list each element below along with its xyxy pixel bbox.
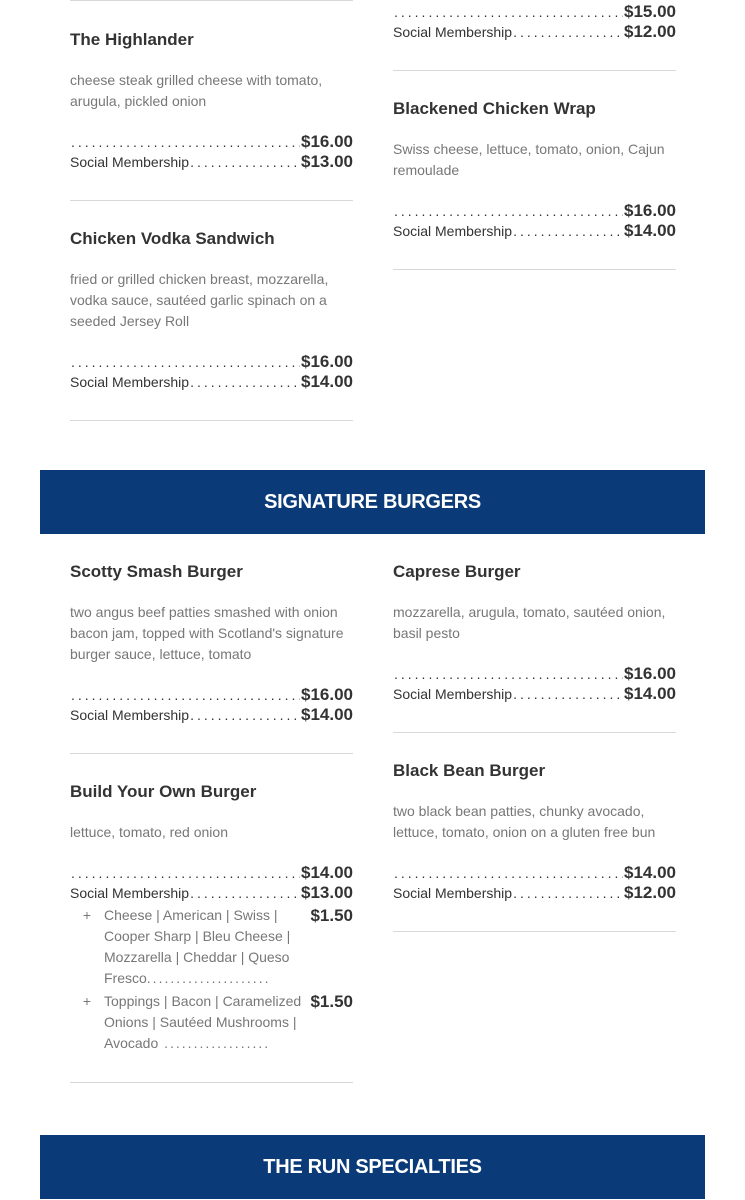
item-price: $16.00 xyxy=(301,685,353,704)
menu-column-left-burgers xyxy=(70,534,353,1083)
menu-item xyxy=(70,534,353,754)
member-price: $12.00 xyxy=(624,883,676,902)
item-description: two black bean patties, chunky avocado, lettuce, tomato, onion on a gluten free bun xyxy=(393,803,656,840)
member-price: $13.00 xyxy=(301,883,353,902)
item-name: Chicken Vodka Sandwich xyxy=(70,229,275,248)
addon-row xyxy=(70,991,353,1054)
member-price-row xyxy=(70,152,353,172)
menu-item xyxy=(393,733,676,932)
item-name: Build Your Own Burger xyxy=(70,782,257,801)
leader-dots xyxy=(513,684,623,704)
item-name: The Highlander xyxy=(70,30,194,49)
item-price: $16.00 xyxy=(301,352,353,371)
member-price-row xyxy=(70,705,353,725)
member-price-row xyxy=(393,883,676,903)
leader-dots xyxy=(71,685,300,705)
price-row xyxy=(70,352,353,372)
addon-price: $1.50 xyxy=(310,906,353,925)
leader-dots xyxy=(71,352,300,372)
price-row xyxy=(70,132,353,152)
addon-text: Toppings | Bacon | Caramelized Onions | Sautéed Mushrooms | Avocado .................. xyxy=(104,993,302,1051)
menu-item xyxy=(70,201,353,421)
member-label: Social Membership xyxy=(393,686,513,702)
item-description: fried or grilled chicken breast, mozzarella, vodka sauce, sautéed garlic spinach on a seeded Jersey Roll xyxy=(70,271,329,329)
member-label: Social Membership xyxy=(393,223,513,239)
member-price-row xyxy=(70,883,353,903)
menu-column-left-top xyxy=(70,0,353,421)
menu-item xyxy=(393,534,676,733)
plus-icon: + xyxy=(82,993,92,1009)
menu-item-partial xyxy=(393,2,676,71)
item-price: $16.00 xyxy=(624,664,676,683)
plus-icon: + xyxy=(82,907,92,923)
item-name: Black Bean Burger xyxy=(393,761,546,780)
menu-item xyxy=(393,71,676,270)
member-price: $14.00 xyxy=(624,221,676,240)
section-banner-run-specialties: THE RUN SPECIALTIES xyxy=(40,1135,705,1199)
member-price-row xyxy=(393,684,676,704)
leader-dots xyxy=(394,201,623,221)
menu-column-right-burgers xyxy=(393,534,676,932)
member-label: Social Membership xyxy=(70,374,190,390)
member-price-row xyxy=(70,372,353,392)
leader-dots xyxy=(394,2,623,22)
menu-item xyxy=(70,0,353,201)
leader-dots xyxy=(394,664,623,684)
member-price: $13.00 xyxy=(301,152,353,171)
item-description: lettuce, tomato, red onion xyxy=(70,824,228,840)
price-row xyxy=(70,685,353,705)
item-name: Scotty Smash Burger xyxy=(70,562,243,581)
member-label: Social Membership xyxy=(70,707,190,723)
member-label: Social Membership xyxy=(393,24,513,40)
item-name: Blackened Chicken Wrap xyxy=(393,99,596,118)
item-description: two angus beef patties smashed with onion bacon jam, topped with Scotland's signature burger sauce, lettuce, tomato xyxy=(70,604,344,662)
member-price: $14.00 xyxy=(301,372,353,391)
leader-dots xyxy=(513,883,623,903)
price-row xyxy=(70,863,353,883)
leader-dots xyxy=(190,705,300,725)
leader-dots xyxy=(190,152,300,172)
member-price-row xyxy=(393,22,676,42)
item-price: $16.00 xyxy=(624,201,676,220)
leader-dots xyxy=(71,132,300,152)
member-price: $12.00 xyxy=(624,22,676,41)
item-description: cheese steak grilled cheese with tomato, arugula, pickled onion xyxy=(70,72,323,109)
addon-row xyxy=(70,905,353,989)
leader-dots xyxy=(71,863,300,883)
price-row xyxy=(393,201,676,221)
addon-price: $1.50 xyxy=(310,992,353,1011)
price-row xyxy=(393,664,676,684)
item-description: mozzarella, arugula, tomato, sautéed onion, basil pesto xyxy=(393,604,666,641)
item-price: $15.00 xyxy=(624,2,676,21)
leader-dots xyxy=(190,883,300,903)
section-banner-signature-burgers: SIGNATURE BURGERS xyxy=(40,470,705,534)
item-price: $14.00 xyxy=(624,863,676,882)
leader-dots xyxy=(513,22,623,42)
member-label: Social Membership xyxy=(70,154,190,170)
item-name: Caprese Burger xyxy=(393,562,521,581)
menu-column-right-top xyxy=(393,2,676,270)
member-price-row xyxy=(393,221,676,241)
menu-item xyxy=(70,754,353,1083)
member-price: $14.00 xyxy=(624,684,676,703)
leader-dots xyxy=(190,372,300,392)
member-price: $14.00 xyxy=(301,705,353,724)
leader-dots xyxy=(513,221,623,241)
member-label: Social Membership xyxy=(70,885,190,901)
item-description: Swiss cheese, lettuce, tomato, onion, Cajun remoulade xyxy=(393,141,665,178)
price-row xyxy=(393,2,676,22)
item-price: $16.00 xyxy=(301,132,353,151)
leader-dots xyxy=(394,863,623,883)
item-price: $14.00 xyxy=(301,863,353,882)
price-row xyxy=(393,863,676,883)
member-label: Social Membership xyxy=(393,885,513,901)
addon-text: Cheese | American | Swiss | Cooper Sharp | Bleu Cheese | Mozzarella | Cheddar | Queso Fresco..................... xyxy=(104,907,291,986)
